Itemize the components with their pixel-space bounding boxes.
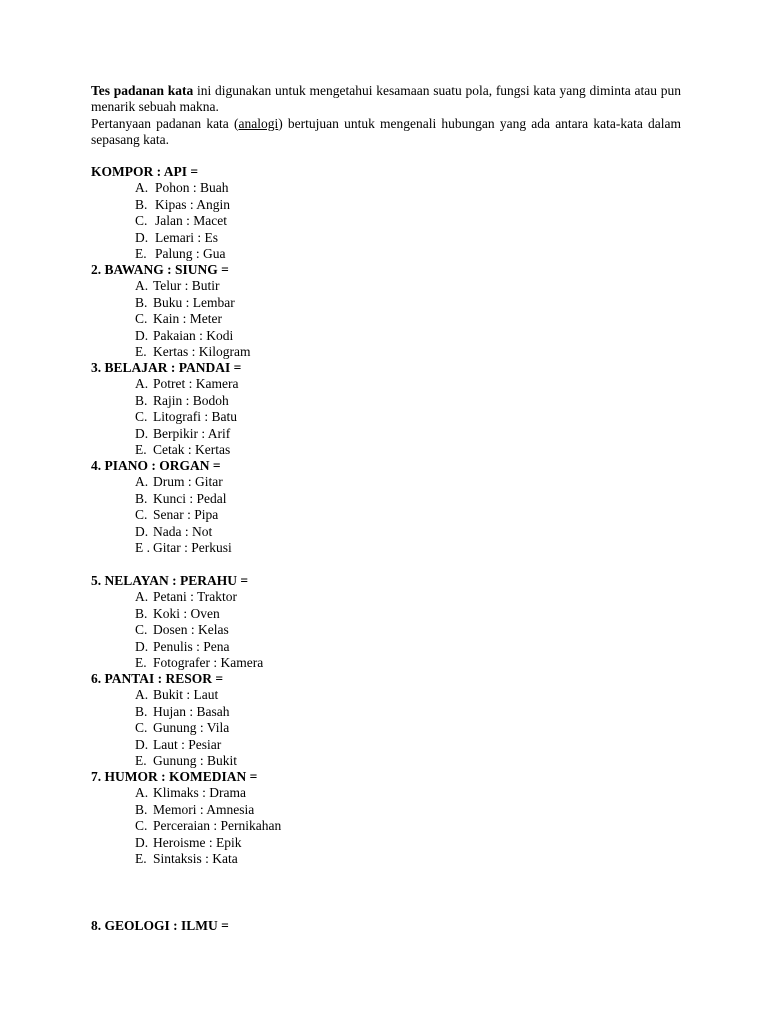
option-item bbox=[91, 442, 241, 458]
intro-paragraph-2 bbox=[91, 116, 681, 149]
option-item bbox=[91, 687, 223, 703]
option-letter: E. bbox=[135, 245, 147, 261]
option-text: Kunci : Pedal bbox=[153, 490, 227, 506]
option-letter: E. bbox=[135, 752, 147, 768]
option-letter: D. bbox=[135, 523, 149, 539]
option-letter: C. bbox=[135, 720, 148, 736]
question-title: 4. PIANO : ORGAN = bbox=[91, 458, 221, 473]
question-5 bbox=[91, 573, 264, 671]
option-text: Memori : Amnesia bbox=[153, 801, 255, 817]
options-list bbox=[91, 180, 231, 262]
option-letter: B. bbox=[135, 703, 148, 719]
option-item bbox=[91, 474, 221, 490]
option-text: Telur : Butir bbox=[153, 278, 220, 294]
option-letter: C. bbox=[135, 818, 148, 834]
options-list bbox=[91, 376, 241, 458]
option-text: Fotografer : Kamera bbox=[153, 654, 264, 670]
option-text: Palung : Gua bbox=[155, 245, 226, 261]
option-item bbox=[91, 507, 221, 523]
option-item bbox=[91, 802, 257, 818]
question-title: 8. GEOLOGI : ILMU = bbox=[91, 918, 229, 933]
question-title: 5. NELAYAN : PERAHU = bbox=[91, 573, 249, 588]
option-item bbox=[91, 606, 248, 622]
option-text: Berpikir : Arif bbox=[153, 425, 231, 441]
option-text: Hujan : Basah bbox=[153, 703, 230, 719]
option-text: Drum : Gitar bbox=[153, 474, 223, 490]
option-item bbox=[91, 180, 229, 196]
option-item bbox=[91, 409, 241, 425]
option-letter: B. bbox=[135, 196, 148, 212]
option-item bbox=[91, 327, 234, 344]
option-text: Penulis : Pena bbox=[153, 638, 230, 654]
option-letter: D. bbox=[135, 425, 149, 441]
intro-bold-term: Tes padanan kata bbox=[91, 83, 194, 98]
option-letter: A. bbox=[135, 589, 149, 605]
question-title: 2. BAWANG : SIUNG = bbox=[91, 262, 229, 277]
intro-paragraph-1 bbox=[91, 83, 681, 116]
option-text: Dosen : Kelas bbox=[153, 622, 229, 638]
option-item bbox=[91, 622, 248, 638]
option-text: Rajin : Bodoh bbox=[153, 392, 229, 408]
option-item bbox=[91, 703, 230, 720]
option-text: Potret : Kamera bbox=[153, 376, 239, 392]
intro-p2-after: ) bertujuan untuk mengenali hubungan yang ada antara kata-kata dalam sepasang kata. bbox=[91, 115, 681, 148]
question-4 bbox=[91, 458, 232, 556]
option-text: Gunung : Vila bbox=[153, 720, 230, 736]
option-letter: C. bbox=[135, 409, 148, 425]
option-letter: B. bbox=[135, 490, 148, 506]
option-letter: A. bbox=[135, 474, 149, 490]
option-text: Senar : Pipa bbox=[153, 507, 219, 523]
option-item bbox=[91, 393, 241, 409]
option-text: Kertas : Kilogram bbox=[153, 343, 251, 359]
option-text: Jalan : Macet bbox=[155, 213, 227, 229]
option-letter: A. bbox=[135, 180, 149, 196]
question-7 bbox=[91, 769, 282, 867]
option-item bbox=[91, 196, 231, 213]
option-text: Koki : Oven bbox=[153, 605, 220, 621]
option-letter: A. bbox=[135, 687, 149, 703]
question-title: 7. HUMOR : KOMEDIAN = bbox=[91, 769, 258, 784]
options-list bbox=[91, 474, 232, 556]
question-2 bbox=[91, 262, 251, 360]
option-letter: E . bbox=[135, 539, 150, 555]
option-item bbox=[91, 245, 226, 262]
intro-underlined-term: analogi bbox=[238, 115, 279, 131]
option-item bbox=[91, 376, 241, 392]
question-title: 3. BELAJAR : PANDAI = bbox=[91, 360, 242, 375]
option-letter: A. bbox=[135, 278, 149, 294]
option-item bbox=[91, 278, 229, 294]
question-title: 6. PANTAI : RESOR = bbox=[91, 671, 224, 686]
option-letter: D. bbox=[135, 736, 149, 752]
option-text: Lemari : Es bbox=[155, 229, 218, 245]
question-6 bbox=[91, 671, 238, 769]
option-text: Gitar : Perkusi bbox=[153, 539, 232, 555]
option-letter: B. bbox=[135, 392, 148, 408]
option-item bbox=[91, 311, 229, 327]
option-text: Kipas : Angin bbox=[155, 196, 231, 212]
option-item bbox=[91, 524, 221, 540]
option-letter: D. bbox=[135, 638, 149, 654]
options-list bbox=[91, 278, 251, 360]
option-item bbox=[91, 213, 227, 229]
option-text: Kain : Meter bbox=[153, 311, 222, 327]
option-letter: B. bbox=[135, 801, 148, 817]
option-letter: E. bbox=[135, 343, 147, 359]
option-letter: B. bbox=[135, 294, 148, 310]
option-letter: D. bbox=[135, 327, 149, 343]
option-text: Petani : Traktor bbox=[153, 589, 238, 605]
option-text: Klimaks : Drama bbox=[153, 785, 246, 801]
question-8 bbox=[91, 918, 229, 934]
question-title: KOMPOR : API = bbox=[91, 164, 199, 179]
options-list bbox=[91, 785, 282, 867]
option-item bbox=[91, 752, 238, 769]
option-text: Laut : Pesiar bbox=[153, 736, 222, 752]
option-text: Heroisme : Epik bbox=[153, 834, 242, 850]
question-3 bbox=[91, 360, 241, 458]
option-text: Litografi : Batu bbox=[153, 409, 237, 425]
option-letter: A. bbox=[135, 785, 149, 801]
intro-section bbox=[91, 83, 681, 149]
option-item bbox=[91, 654, 264, 671]
question-1 bbox=[91, 164, 231, 262]
option-text: Buku : Lembar bbox=[153, 294, 235, 310]
option-item bbox=[91, 490, 227, 507]
option-letter: C. bbox=[135, 213, 148, 229]
option-letter: E. bbox=[135, 850, 147, 866]
intro-p2-before: Pertanyaan padanan kata ( bbox=[91, 115, 239, 131]
option-item bbox=[91, 835, 257, 851]
option-item bbox=[91, 639, 248, 655]
option-text: Gunung : Bukit bbox=[153, 752, 238, 768]
option-text: Perceraian : Pernikahan bbox=[153, 818, 282, 834]
option-item bbox=[91, 343, 251, 360]
option-letter: C. bbox=[135, 311, 148, 327]
options-list bbox=[91, 687, 238, 769]
option-item bbox=[91, 785, 257, 801]
option-letter: D. bbox=[135, 229, 149, 245]
options-list bbox=[91, 589, 264, 671]
option-letter: A. bbox=[135, 376, 149, 392]
option-item bbox=[91, 539, 232, 556]
option-text: Sintaksis : Kata bbox=[153, 850, 238, 866]
option-letter: D. bbox=[135, 834, 149, 850]
option-text: Nada : Not bbox=[153, 523, 213, 539]
option-letter: B. bbox=[135, 605, 148, 621]
option-item bbox=[91, 720, 230, 736]
option-text: Bukit : Laut bbox=[153, 687, 219, 703]
option-text: Cetak : Kertas bbox=[153, 441, 231, 457]
option-item bbox=[91, 589, 248, 605]
option-item bbox=[91, 229, 218, 246]
option-item bbox=[91, 737, 223, 753]
option-item bbox=[91, 426, 241, 442]
intro-p1-text: ini digunakan untuk mengetahui kesamaan suatu pola, fungsi kata yang diminta atau pun menarik sebuah makna. bbox=[91, 83, 681, 115]
option-letter: E. bbox=[135, 441, 147, 457]
option-text: Pakaian : Kodi bbox=[153, 327, 234, 343]
option-item bbox=[91, 818, 282, 834]
option-letter: C. bbox=[135, 622, 148, 638]
option-item bbox=[91, 294, 235, 311]
option-text: Pohon : Buah bbox=[155, 180, 229, 196]
option-letter: E. bbox=[135, 654, 147, 670]
option-letter: C. bbox=[135, 507, 148, 523]
option-item bbox=[91, 851, 257, 867]
